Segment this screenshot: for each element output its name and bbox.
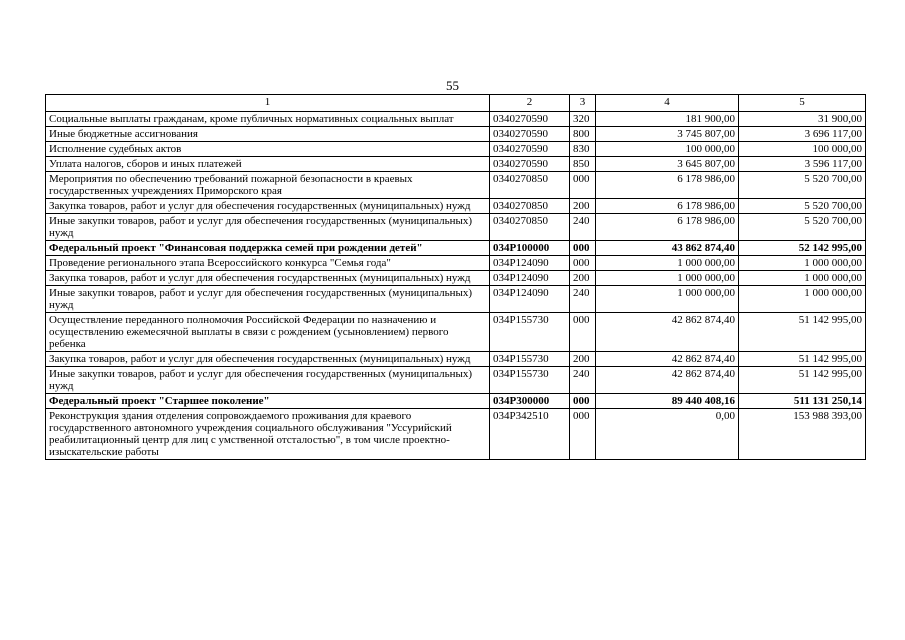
row-code-cell: 034P124090 (490, 286, 570, 313)
row-code-cell: 0340270590 (490, 112, 570, 127)
row-name-cell: Реконструкция здания отделения сопровождаемого проживания для краевого государственного автономного учреждения социального обслуживания "Уссурийский реабилитационный центр для лиц с умственной отсталостью", в том числе проектно-изыскательские работы (46, 409, 490, 460)
row-amount-2-cell: 1 000 000,00 (739, 286, 866, 313)
row-amount-1-cell: 1 000 000,00 (596, 256, 739, 271)
row-code-cell: 0340270850 (490, 214, 570, 241)
row-amount-1-cell: 6 178 986,00 (596, 172, 739, 199)
row-type-cell: 320 (570, 112, 596, 127)
row-code-cell: 034P124090 (490, 256, 570, 271)
row-amount-2-cell: 51 142 995,00 (739, 313, 866, 352)
row-type-cell: 240 (570, 214, 596, 241)
table-row (46, 352, 866, 367)
table-row (46, 199, 866, 214)
row-name-cell: Проведение регионального этапа Всероссийского конкурса "Семья года" (46, 256, 490, 271)
table-row (46, 241, 866, 256)
table-row (46, 367, 866, 394)
row-type-cell: 000 (570, 256, 596, 271)
table-row (46, 409, 866, 460)
table-row (46, 112, 866, 127)
row-type-cell: 000 (570, 172, 596, 199)
row-amount-2-cell: 51 142 995,00 (739, 352, 866, 367)
row-type-cell: 800 (570, 127, 596, 142)
row-code-cell: 034P155730 (490, 313, 570, 352)
row-code-cell: 0340270850 (490, 172, 570, 199)
row-amount-1-cell: 1 000 000,00 (596, 271, 739, 286)
row-code-cell: 0340270850 (490, 199, 570, 214)
table-row (46, 142, 866, 157)
row-code-cell: 034P155730 (490, 367, 570, 394)
row-code-cell: 034P300000 (490, 394, 570, 409)
row-type-cell: 000 (570, 394, 596, 409)
row-amount-1-cell: 6 178 986,00 (596, 199, 739, 214)
table-row (46, 214, 866, 241)
row-amount-1-cell: 89 440 408,16 (596, 394, 739, 409)
row-amount-2-cell: 3 596 117,00 (739, 157, 866, 172)
row-type-cell: 200 (570, 199, 596, 214)
row-type-cell: 830 (570, 142, 596, 157)
row-amount-1-cell: 3 745 807,00 (596, 127, 739, 142)
row-type-cell: 000 (570, 313, 596, 352)
row-name-cell: Социальные выплаты гражданам, кроме публичных нормативных социальных выплат (46, 112, 490, 127)
table-row (46, 286, 866, 313)
row-amount-1-cell: 100 000,00 (596, 142, 739, 157)
row-amount-1-cell: 181 900,00 (596, 112, 739, 127)
row-amount-1-cell: 42 862 874,40 (596, 367, 739, 394)
row-amount-2-cell: 5 520 700,00 (739, 214, 866, 241)
table-row (46, 271, 866, 286)
row-name-cell: Федеральный проект "Финансовая поддержка семей при рождении детей" (46, 241, 490, 256)
row-code-cell: 0340270590 (490, 127, 570, 142)
table-row (46, 394, 866, 409)
row-code-cell: 0340270590 (490, 142, 570, 157)
column-header-code: 2 (490, 95, 570, 112)
row-amount-2-cell: 31 900,00 (739, 112, 866, 127)
row-code-cell: 034P342510 (490, 409, 570, 460)
row-amount-1-cell: 0,00 (596, 409, 739, 460)
row-name-cell: Закупка товаров, работ и услуг для обеспечения государственных (муниципальных) нужд (46, 199, 490, 214)
column-header-name: 1 (46, 95, 490, 112)
row-name-cell: Иные закупки товаров, работ и услуг для обеспечения государственных (муниципальных) нужд (46, 367, 490, 394)
row-code-cell: 034P100000 (490, 241, 570, 256)
row-amount-2-cell: 1 000 000,00 (739, 256, 866, 271)
row-amount-2-cell: 1 000 000,00 (739, 271, 866, 286)
row-amount-2-cell: 5 520 700,00 (739, 199, 866, 214)
row-code-cell: 034P155730 (490, 352, 570, 367)
row-type-cell: 200 (570, 352, 596, 367)
row-amount-1-cell: 42 862 874,40 (596, 352, 739, 367)
row-type-cell: 240 (570, 367, 596, 394)
row-name-cell: Исполнение судебных актов (46, 142, 490, 157)
table-header-row (46, 95, 866, 112)
row-type-cell: 000 (570, 409, 596, 460)
column-header-type: 3 (570, 95, 596, 112)
row-code-cell: 034P124090 (490, 271, 570, 286)
row-name-cell: Иные закупки товаров, работ и услуг для обеспечения государственных (муниципальных) нужд (46, 214, 490, 241)
row-type-cell: 000 (570, 241, 596, 256)
row-amount-1-cell: 1 000 000,00 (596, 286, 739, 313)
table-row (46, 172, 866, 199)
row-name-cell: Мероприятия по обеспечению требований пожарной безопасности в краевых государственных учреждениях Приморского края (46, 172, 490, 199)
row-type-cell: 850 (570, 157, 596, 172)
row-amount-1-cell: 42 862 874,40 (596, 313, 739, 352)
row-name-cell: Закупка товаров, работ и услуг для обеспечения государственных (муниципальных) нужд (46, 352, 490, 367)
row-amount-1-cell: 43 862 874,40 (596, 241, 739, 256)
row-name-cell: Иные закупки товаров, работ и услуг для обеспечения государственных (муниципальных) нужд (46, 286, 490, 313)
table-row (46, 157, 866, 172)
row-name-cell: Закупка товаров, работ и услуг для обеспечения государственных (муниципальных) нужд (46, 271, 490, 286)
row-amount-2-cell: 51 142 995,00 (739, 367, 866, 394)
column-header-amount-1: 4 (596, 95, 739, 112)
row-name-cell: Уплата налогов, сборов и иных платежей (46, 157, 490, 172)
row-amount-1-cell: 3 645 807,00 (596, 157, 739, 172)
row-code-cell: 0340270590 (490, 157, 570, 172)
budget-table (45, 94, 866, 460)
row-type-cell: 200 (570, 271, 596, 286)
column-header-amount-2: 5 (739, 95, 866, 112)
row-name-cell: Иные бюджетные ассигнования (46, 127, 490, 142)
page-number: 55 (446, 78, 459, 93)
row-type-cell: 240 (570, 286, 596, 313)
row-amount-2-cell: 100 000,00 (739, 142, 866, 157)
row-name-cell: Осуществление переданного полномочия Российской Федерации по назначению и осуществлению ежемесячной выплаты в связи с рождением (усыновлением) первого ребенка (46, 313, 490, 352)
row-amount-2-cell: 5 520 700,00 (739, 172, 866, 199)
table-row (46, 313, 866, 352)
table-row (46, 256, 866, 271)
row-amount-2-cell: 52 142 995,00 (739, 241, 866, 256)
table-row (46, 127, 866, 142)
row-amount-2-cell: 511 131 250,14 (739, 394, 866, 409)
row-amount-2-cell: 3 696 117,00 (739, 127, 866, 142)
row-amount-1-cell: 6 178 986,00 (596, 214, 739, 241)
row-amount-2-cell: 153 988 393,00 (739, 409, 866, 460)
row-name-cell: Федеральный проект "Старшее поколение" (46, 394, 490, 409)
